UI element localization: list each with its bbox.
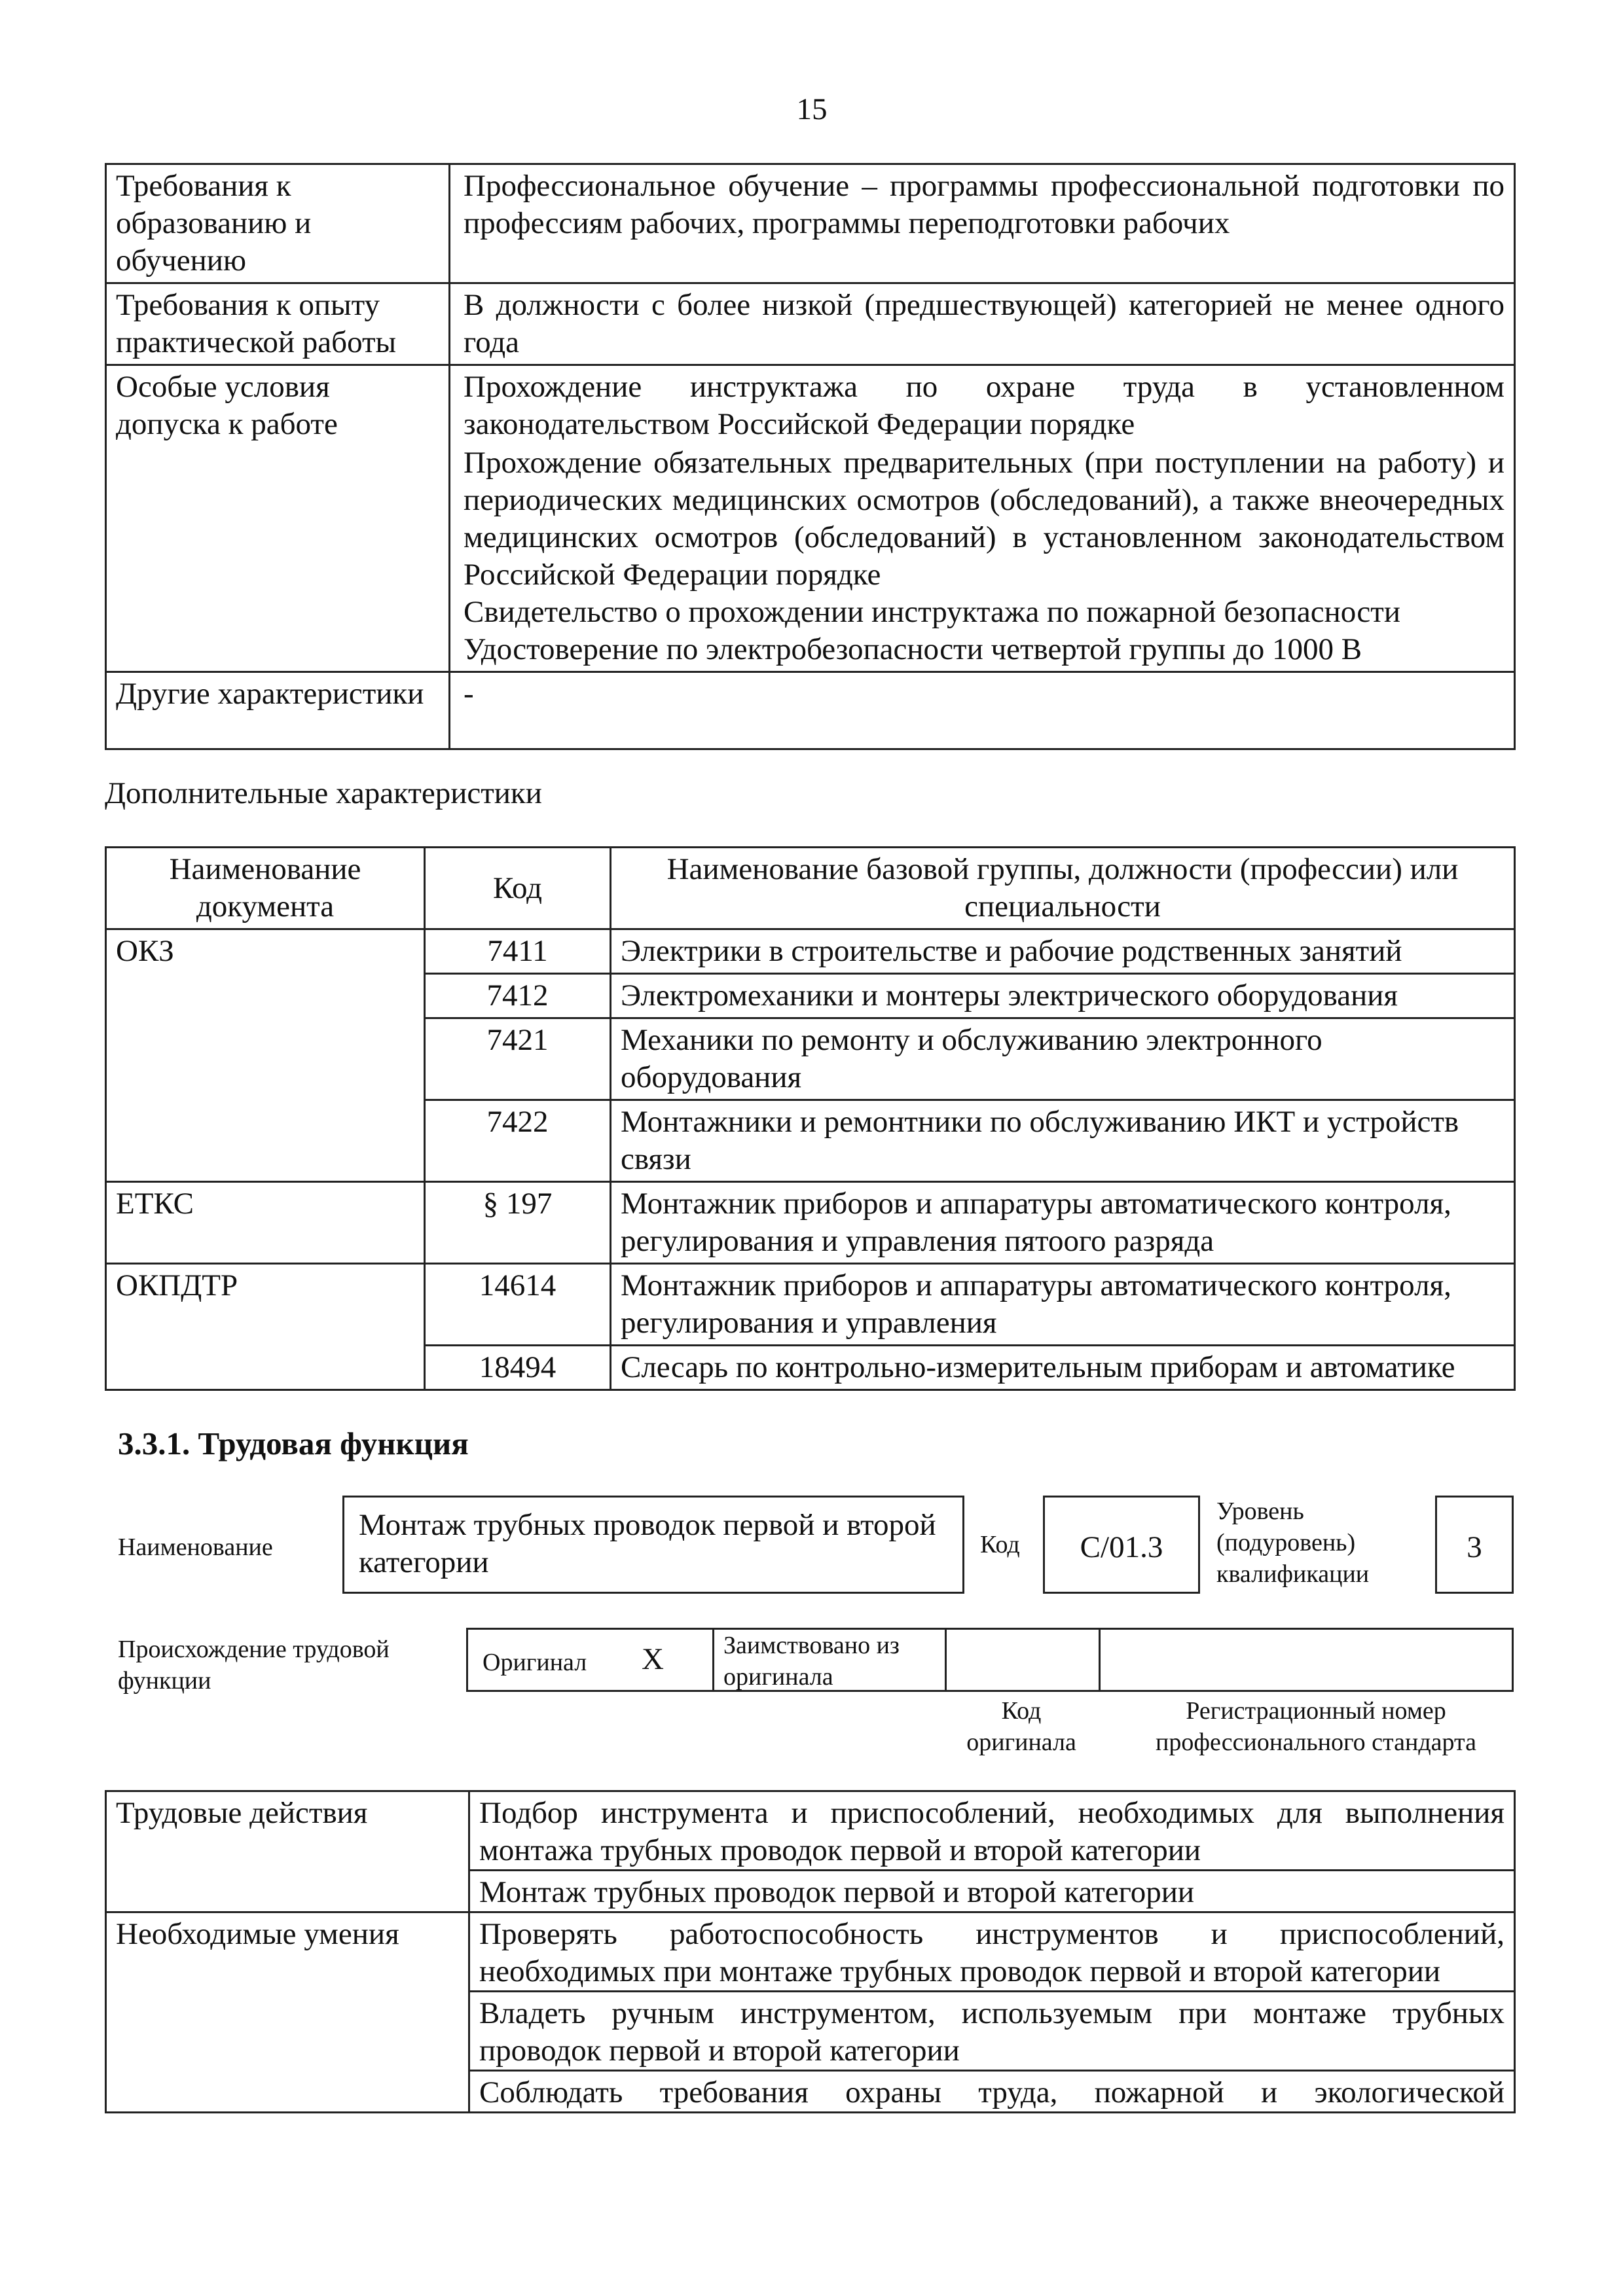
origin-divider bbox=[1099, 1630, 1101, 1690]
function-code-box bbox=[1043, 1496, 1200, 1594]
level-label: Уровень (подуровень) квалификации bbox=[1216, 1498, 1370, 1588]
function-code-value: С/01.3 bbox=[1080, 1530, 1163, 1564]
name-cell: Слесарь по контрольно-измерительным приборам и автоматике bbox=[611, 1346, 1515, 1390]
requirement-item: Удостоверение по электробезопасности четвертой группы до 1000 В bbox=[464, 632, 1362, 666]
section-title: 3.3.1. Трудовая функция bbox=[118, 1426, 469, 1462]
action-item: Подбор инструмента и приспособлений, необходимых для выполнения монтажа трубных проводок первой и второй категории bbox=[479, 1796, 1504, 1867]
borrowed-label: Заимствовано из оригинала bbox=[723, 1632, 900, 1691]
table-row bbox=[106, 365, 1515, 672]
original-label: Оригинал bbox=[483, 1649, 587, 1676]
additional-table bbox=[105, 846, 1516, 1391]
name-cell: Механики по ремонту и обслуживанию электронного оборудования bbox=[611, 1018, 1515, 1100]
requirement-item: Свидетельство о прохождении инструктажа по пожарной безопасности bbox=[464, 595, 1400, 629]
table-row bbox=[106, 164, 1515, 283]
page-number: 15 bbox=[796, 92, 828, 126]
origin-label: Происхождение трудовой функции bbox=[118, 1636, 390, 1695]
name-cell: Электрики в строительстве и рабочие родственных занятий bbox=[611, 929, 1515, 974]
skill-item: Проверять работоспособность инструментов и приспособлений, необходимых при монтаже трубных проводок первой и второй категории bbox=[479, 1917, 1504, 1988]
code-cell: 7422 bbox=[425, 1100, 611, 1182]
table-row bbox=[106, 1182, 1515, 1264]
actions-label: Трудовые действия bbox=[106, 1791, 469, 1912]
function-code-label: Код bbox=[980, 1531, 1020, 1558]
code-cell: 7411 bbox=[425, 929, 611, 974]
code-cell: 18494 bbox=[425, 1346, 611, 1390]
origin-box bbox=[466, 1628, 1514, 1692]
doc-cell: ЕТКС bbox=[106, 1182, 425, 1264]
header-code: Код bbox=[425, 848, 611, 929]
table-row bbox=[106, 1791, 1515, 1912]
code-cell: 7421 bbox=[425, 1018, 611, 1100]
requirement-label: Другие характеристики bbox=[106, 672, 450, 749]
skills-label: Необходимые умения bbox=[106, 1912, 469, 2113]
name-cell: Монтажники и ремонтники по обслуживанию ИКТ и устройств связи bbox=[611, 1100, 1515, 1182]
function-name-value: Монтаж трубных проводок первой и второй категории bbox=[359, 1508, 936, 1579]
name-cell: Монтажник приборов и аппаратуры автоматического контроля, регулирования и управления bbox=[611, 1264, 1515, 1346]
function-name-label: Наименование bbox=[118, 1534, 273, 1561]
level-value: 3 bbox=[1467, 1530, 1482, 1564]
requirement-value: Профессиональное обучение – программы профессиональной подготовки по профессиям рабочих, программы переподготовки рабочих bbox=[450, 164, 1515, 283]
table-row bbox=[106, 1912, 1515, 2113]
header-name: Наименование базовой группы, должности (профессии) или специальности bbox=[611, 848, 1515, 929]
origin-divider bbox=[712, 1630, 714, 1690]
reg-caption: Регистрационный номер профессионального стандарта bbox=[1156, 1697, 1476, 1756]
skills-list bbox=[469, 1912, 1515, 2113]
function-name-box bbox=[342, 1496, 964, 1594]
table-row bbox=[106, 1264, 1515, 1346]
name-cell: Электромеханики и монтеры электрического оборудования bbox=[611, 974, 1515, 1018]
skill-item: Соблюдать требования охраны труда, пожарной и экологической bbox=[470, 2070, 1514, 2111]
doc-cell: ОКПДТР bbox=[106, 1264, 425, 1390]
table-row bbox=[106, 283, 1515, 365]
origin-divider bbox=[945, 1630, 947, 1690]
code-cell: § 197 bbox=[425, 1182, 611, 1264]
table-header-row bbox=[106, 848, 1515, 929]
original-mark: X bbox=[642, 1642, 664, 1676]
requirement-label: Требования к опыту практической работы bbox=[106, 283, 450, 365]
actions-table bbox=[105, 1790, 1516, 2113]
skill-item: Владеть ручным инструментом, используемым при монтаже трубных проводок первой и второй категории bbox=[470, 1990, 1514, 2070]
level-box bbox=[1435, 1496, 1514, 1594]
table-row bbox=[106, 672, 1515, 749]
requirement-value: В должности с более низкой (предшествующей) категорией не менее одного года bbox=[450, 283, 1515, 365]
name-cell: Монтажник приборов и аппаратуры автоматического контроля, регулирования и управления пятоого разряда bbox=[611, 1182, 1515, 1264]
actions-list bbox=[469, 1791, 1515, 1912]
additional-title: Дополнительные характеристики bbox=[105, 776, 542, 810]
requirement-value: - bbox=[450, 672, 1515, 749]
doc-cell: ОКЗ bbox=[106, 929, 425, 1182]
requirement-value-list bbox=[450, 365, 1515, 672]
action-item: Монтаж трубных проводок первой и второй категории bbox=[470, 1869, 1514, 1911]
requirements-table bbox=[105, 163, 1516, 750]
code-caption: Код оригинала bbox=[966, 1697, 1076, 1756]
code-cell: 14614 bbox=[425, 1264, 611, 1346]
requirement-label: Особые условия допуска к работе bbox=[106, 365, 450, 672]
code-cell: 7412 bbox=[425, 974, 611, 1018]
requirement-label: Требования к образованию и обучению bbox=[106, 164, 450, 283]
requirement-item: Прохождение обязательных предварительных (при поступлении на работу) и периодических медицинских осмотров (обследований), а также внеочередных медицинских осмотров (обследований) в установленном законодательством Российской Федерации порядке bbox=[464, 446, 1504, 592]
header-doc: Наименование документа bbox=[106, 848, 425, 929]
table-row bbox=[106, 929, 1515, 974]
requirement-item: Прохождение инструктажа по охране труда в установленном законодательством Российской Федерации порядке bbox=[464, 370, 1504, 441]
